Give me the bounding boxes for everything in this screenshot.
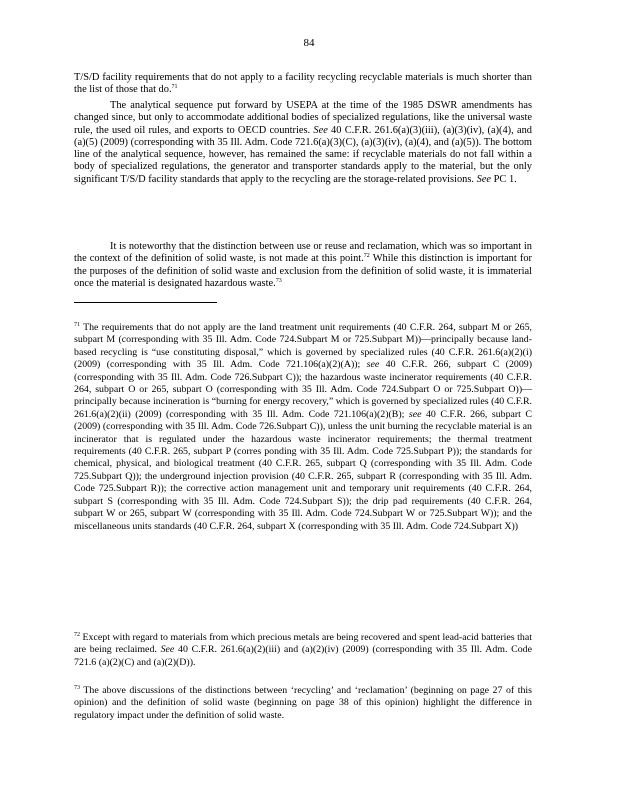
footnote-marker: 71 <box>74 322 80 328</box>
text-run: T/S/D facility requirements that do not apply to a facility recycling recyclable materials is much shorter than the list of those that do. <box>74 72 532 96</box>
footnote-text <box>74 632 532 669</box>
citation-signal: see <box>366 359 380 371</box>
footnote-marker: 73 <box>275 277 282 284</box>
text-run: 40 C.F.R. 266, subpart C (2009) (corresponding with 35 Ill. Adm. Code 726.Subpart C)), unless the unit burning the recyclable material is an incinerator that is regulated under the hazardous waste incinerator requirements; the thermal treatment requirements (40 C.F.R. 265, subpart P (corres ponding with 35 Ill. Adm. Code 725.Subpart P)); the standards for chemical, physical, and biological treatment (40 C.F.R. 265, subpart Q (corresponding with 35 Ill. Adm. Code 725.Subpart Q)); the underground injection provision (40 C.F.R. 265, subpart R (corresponding with 35 Ill. Adm. Code 725.Subpart R)); the corrective action management unit and temporary unit requirements (40 C.F.R. 264, subpart S (corresponding with 35 Ill. Adm. Code 724.Subpart S)); the drip pad requirements (40 C.F.R. 264, subpart W or 265, subpart W (corresponding with 35 Ill. Adm. Code 724.Subpart W or 725.Subpart W)); and the miscellaneous units standards (40 C.F.R. 264, subpart X (corresponding with 35 Ill. Adm. Code 724.Subpart X)) <box>74 408 532 532</box>
footnote-text <box>74 322 532 533</box>
text-run: The analytical sequence put forward by USEPA at the time of the 1985 DSWR amendments has changed since, but only to accommodate additional bodies of specialized regulations, like the universal waste rule, the used oil rules, and exports to OECD countries. <box>74 100 532 136</box>
body-paragraph <box>74 241 532 290</box>
paragraph-text <box>74 72 532 97</box>
text-run: 40 C.F.R. 266, subpart C (2009) (corresponding with 35 Ill. Adm. Code 726.Subpart C)); the hazardous waste incinerator requirements (40 C.F.R. 264, subpart O or 265, subpart O (corresponding with 35 Ill. Adm. Code 724.Subpart O or 725.Subpart O))—principally because incineration is “burning for energy recovery,” which is governed by specialized rules (40 C.F.R. 261.6(a)(2)(ii) (2009) (corresponding with 35 Ill. Adm. Code 721.106(a)(2)(B); <box>74 359 532 420</box>
body-paragraph <box>74 100 532 186</box>
text-run: 40 C.F.R. 261.6(a)(3)(iii), (a)(3)(iv), (a)(4), and (a)(5) (2009) (corresponding with 35 Ill. Adm. Code 721.6(a)(3)(C), (a)(3)(iv), (a)(4), and (a)(5)). The bottom line of the analytical sequence, however, has remained the same: if recyclable materials do not fall within a body of specialized regulations, the generator and transporter standards apply to the material, but the only significant T/S/D facility standards that apply to the recycling are the storage-related provisions. <box>74 124 532 185</box>
footnote-marker: 73 <box>74 685 80 691</box>
paragraph-text <box>74 241 532 290</box>
text-run: 40 C.F.R. 261.6(a)(2)(iii) and (a)(2)(iv) (2009) (corresponding with 35 Ill. Adm. Code 721.6 (a)(2)(C) and (a)(2)(D)). <box>74 644 532 668</box>
citation-signal: See <box>476 173 492 185</box>
paragraph-text <box>74 100 532 186</box>
footnote <box>74 632 532 669</box>
footnote-marker: 71 <box>171 84 178 91</box>
footnote <box>74 685 532 722</box>
footnote <box>74 322 532 533</box>
text-run: While this distinction is important for the purposes of the definition of solid waste and exclusion from the definition of solid waste, it is immaterial once the material is designated hazardous waste. <box>74 253 532 289</box>
text-run: The above discussions of the distinctions between ‘recycling’ and ‘reclamation’ (beginning on page 27 of this opinion) and the definition of solid waste (beginning on page 38 of this opinion) highlight the difference in regulatory impact under the definition of solid waste. <box>74 685 532 721</box>
text-run: The requirements that do not apply are the land treatment unit requirements (40 C.F.R. 264, subpart M or 265, subpart M (corresponding with 35 Ill. Adm. Code 724.Subpart M or 725.Subpart M))—principally because land-based recycling is “use constituting disposal,” which is governed by specialized rules (40 C.F.R. 261.6(a)(2)(i) (2009) (corresponding with 35 Ill. Adm. Code 721.106(a)(2)(A)); <box>74 322 532 371</box>
page-number: 84 <box>303 37 315 49</box>
body-paragraph <box>74 72 532 97</box>
text-run: It is noteworthy that the distinction between use or reuse and reclamation, which was so important in the context of the definition of solid waste, is not made at this point. <box>74 241 532 265</box>
text-run: Except with regard to materials from which precious metals are being recovered and spent lead-acid batteries that are being reclaimed. <box>74 632 532 656</box>
citation-signal: See <box>313 124 328 136</box>
citation-signal: see <box>408 408 422 420</box>
citation-signal: See <box>160 644 175 656</box>
footnote-text <box>74 685 532 722</box>
text-run: PC 1. <box>491 173 517 185</box>
footnote-marker: 72 <box>363 253 370 260</box>
footnote-marker: 72 <box>74 632 80 638</box>
footnote-separator <box>74 302 217 303</box>
